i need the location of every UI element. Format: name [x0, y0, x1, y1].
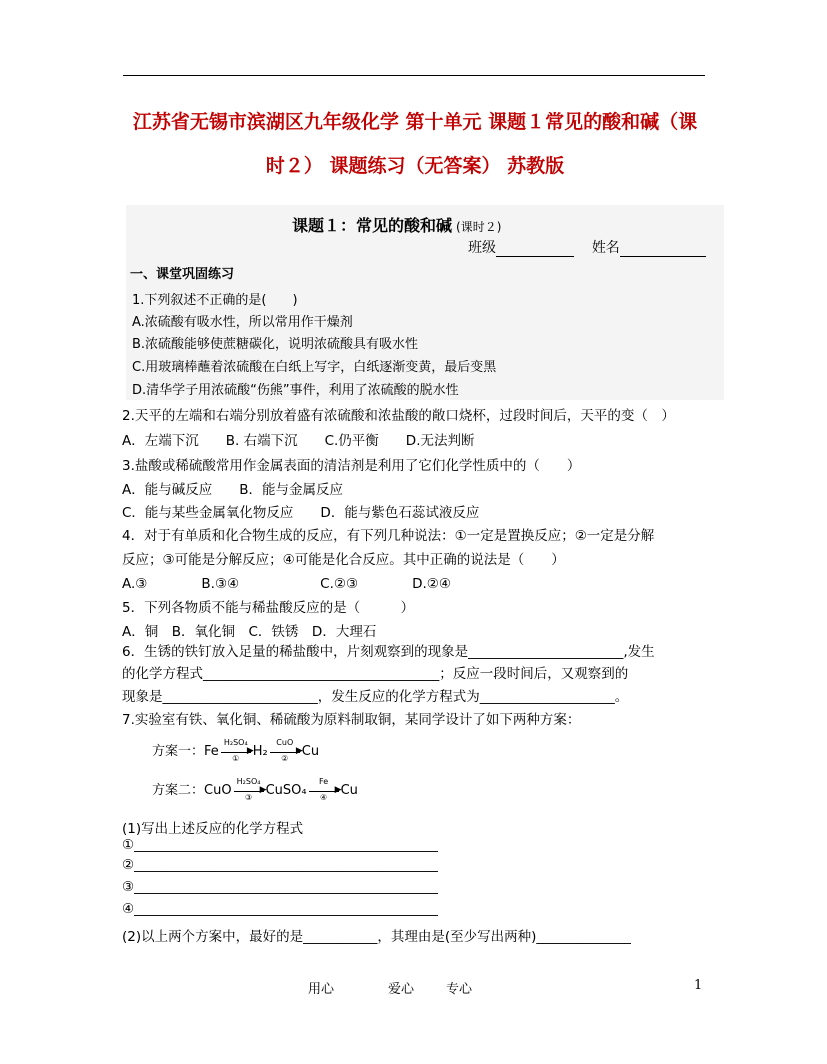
document-title-line2: 时２） 课题练习（无答案） 苏教版	[265, 155, 565, 177]
question-line: 3.盐酸或稀硫酸常用作金属表面的清洁剂是利用了它们化学性质中的（ ）	[122, 458, 581, 474]
scheme-one: 方案一：Fe H₂SO₄ ▶ ① H₂ CuO ▶ ② Cu	[152, 737, 320, 763]
header-rule	[123, 75, 705, 76]
question-line: A.③ B.③④ C.②③ D.②④	[122, 576, 451, 592]
answer-line: ①_____________________________________________	[122, 837, 438, 853]
question-line: A．左端下沉 B. 右端下沉 C.仍平衡 D.无法判断	[122, 433, 475, 449]
reaction-arrow: CuO ▶ ②	[270, 745, 300, 759]
document-title-line1: 江苏省无锡市滨湖区九年级化学 第十单元 课题１常见的酸和碱（课	[132, 111, 698, 133]
scan-line: C.用玻璃棒蘸着浓硫酸在白纸上写字，白纸逐渐变黄，最后变黑	[132, 360, 497, 375]
scanned-exercise-image	[126, 205, 724, 400]
scan-title: 课题１：常见的酸和碱 (课时２)	[292, 216, 502, 235]
question-line: 2.天平的左端和右端分别放着盛有浓硫酸和浓盐酸的敞口烧杯，过段时间后，天平的变（ ）	[122, 408, 675, 424]
question-line: 反应；③可能是分解反应；④可能是化合反应。其中正确的说法是（ ）	[122, 552, 565, 568]
scheme-two: 方案二：CuO H₂SO₄ ▶ ③ CuSO₄ Fe ▶ ④ Cu	[152, 776, 358, 802]
question-line: A．铜 B．氧化铜 C．铁锈 D．大理石	[122, 624, 377, 640]
footer-motto-1: 用心	[308, 982, 335, 997]
reaction-arrow: H₂SO₄ ▶ ③	[234, 784, 264, 798]
answer-line: ③_____________________________________________	[122, 879, 438, 895]
question-line: C．能与某些金属氧化物反应 D．能与紫色石蕊试液反应	[122, 505, 480, 521]
footer-motto-3: 专心	[446, 982, 473, 997]
reaction-arrow: Fe ▶ ④	[309, 784, 339, 798]
scan-line: B.浓硫酸能够使蔗糖碳化，说明浓硫酸具有吸水性	[132, 337, 419, 352]
scan-line: 1.下列叙述不正确的是( )	[132, 293, 298, 308]
footer-motto-2: 爱心	[388, 982, 415, 997]
page-number: 1	[694, 978, 703, 993]
scan-line: D.清华学子用浓硫酸“伤熊”事件，利用了浓硫酸的脱水性	[132, 383, 459, 398]
reaction-arrow: H₂SO₄ ▶ ①	[221, 745, 251, 759]
question-line: 的化学方程式___________________________________；反应一段时间后，又观察到的	[122, 666, 629, 682]
answer-line: ②_____________________________________________	[122, 857, 438, 873]
answer-line: (1)写出上述反应的化学方程式	[122, 821, 304, 837]
scan-line: A.浓硫酸有吸水性，所以常用作干燥剂	[132, 315, 353, 330]
question-line: A．能与碱反应 B．能与金属反应	[122, 482, 343, 498]
section-heading: 一、课堂巩固练习	[130, 267, 235, 282]
question-line: 4．对于有单质和化合物生成的反应，有下列几种说法：①一定是置换反应；②一定是分解	[122, 528, 655, 544]
answer-line: ④_____________________________________________	[122, 901, 438, 917]
question-line: 6．生锈的铁钉放入足量的稀盐酸中，片刻观察到的现象是_______________________,发生	[122, 644, 655, 660]
answer-line: (2)以上两个方案中，最好的是___________，其理由是(至少写出两种)______________	[122, 929, 631, 945]
question-line: 7.实验室有铁、氧化铜、稀硫酸为原料制取铜，某同学设计了如下两种方案：	[122, 712, 581, 728]
class-name-fields: 班级 姓名	[468, 237, 706, 257]
question-line: 5．下列各物质不能与稀盐酸反应的是（ ）	[122, 600, 415, 616]
question-line: 现象是_______________________，发生反应的化学方程式为____________________。	[122, 689, 629, 705]
